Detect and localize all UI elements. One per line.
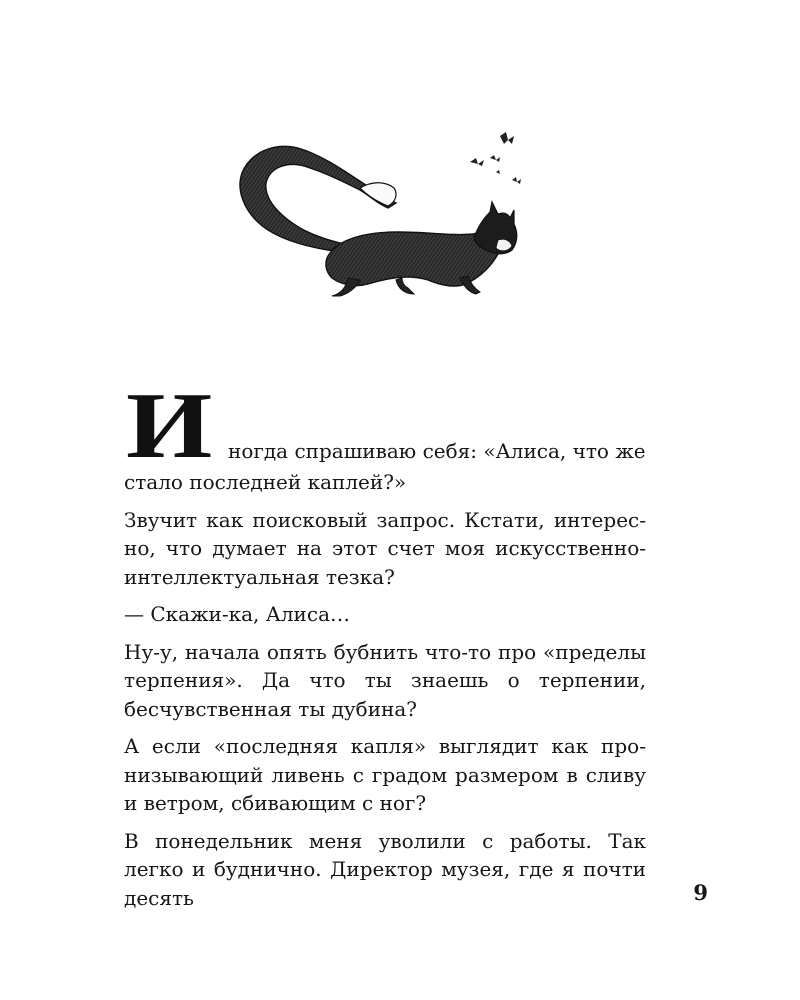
paragraph-1-line-1: ногда спрашиваю себя: «Алиса, что же bbox=[228, 438, 646, 463]
first-line bbox=[124, 374, 646, 478]
paragraph-3: — Скажи-ка, Алиса… bbox=[124, 602, 351, 626]
page-number: 9 bbox=[693, 880, 708, 905]
fox-illustration bbox=[228, 128, 528, 298]
paragraph-2: Звучит как поисковый запрос. Кстати, интересно, что думает на этот счет моя искусственно-интеллектуальная тезка? bbox=[124, 507, 646, 589]
paragraph-4: Ну-у, начала опять бубнить что-то про «пределы терпения». Да что ты знаешь о терпении, бесчувственная ты дубина? bbox=[124, 639, 646, 721]
body-text bbox=[124, 374, 646, 921]
fox-with-butterflies-icon bbox=[228, 128, 528, 298]
paragraph-5: А если «последняя капля» выглядит как пронизывающий ливень с градом размером в сливу и ветром, сбивающим с ног? bbox=[124, 734, 646, 815]
paragraph-6: В понедельник меня уволили с работы. Так легко и буднично. Директор музея, где я почти десять bbox=[124, 828, 646, 910]
paragraph-1-line-2: стало последней каплей?» bbox=[124, 470, 407, 494]
paragraph-1 bbox=[124, 374, 646, 497]
drop-cap: И bbox=[126, 374, 213, 478]
